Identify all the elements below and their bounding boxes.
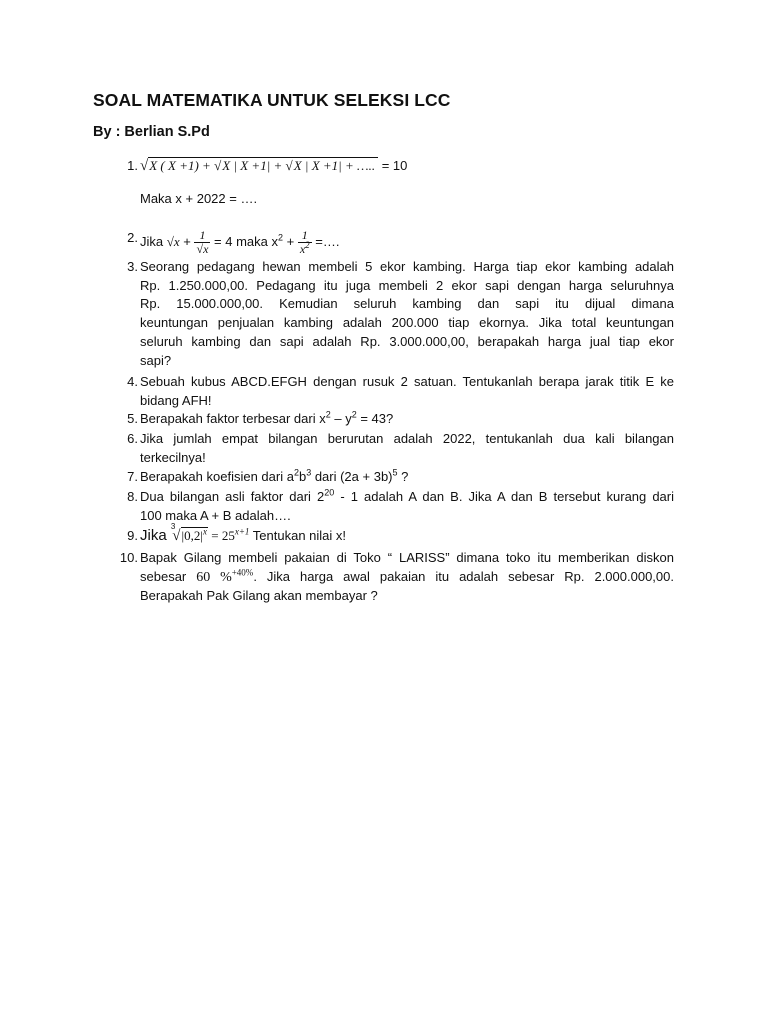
question-body: Berapakah koefisien dari $a^2b^3$ dari $(2a + 3b)^5$ ? bbox=[140, 467, 409, 484]
question-2-expression: Jika √x + $\frac{1}{√x}$ = 4 maka $x^2$ + $\frac{1}{x^2}$ =…. bbox=[140, 228, 340, 256]
question-body bbox=[140, 229, 674, 256]
question-body bbox=[140, 157, 674, 208]
question-body: Sebuah kubus ABCD.EFGH dengan rusuk 2 satuan. Tentukanlah berapa jarak titik E ke bidang AFH! bbox=[140, 374, 674, 408]
question-number: 3. bbox=[127, 259, 138, 274]
question-body: Dua bilangan asli faktor dari $2^{20} - 1$ adalah A dan B. Jika A dan B tersebut kurang dari 100 maka A + B adalah…. bbox=[140, 487, 674, 523]
fraction: $\frac{1}{√x}$ bbox=[196, 228, 209, 256]
expr-inner: X | X +1| + ….. bbox=[293, 158, 376, 173]
fraction: $\frac{1}{x^2}$ bbox=[299, 228, 310, 256]
question-body: Jika jumlah empat bilangan berurutan adalah 2022, tentukanlah dua kali bilangan terkecilnya! bbox=[140, 431, 674, 465]
question-number: 2. bbox=[127, 230, 138, 245]
question-body: Bapak Gilang membeli pakaian di Toko “ LARISS” dimana toko itu memberikan diskon sebesar 60 %$^{+40\%}$. Jika harga awal pakaian itu adalah sebesar Rp. 2.000.000,00. Berapakah Pak Gilang akan membayar ? bbox=[140, 550, 674, 604]
expr-outer: X ( X +1) + bbox=[149, 158, 215, 173]
question-1-expression: √X ( X +1) + √X | X +1| + √X | X +1| + ….. = 10 bbox=[140, 158, 408, 174]
document-author: By : Berlian S.Pd bbox=[93, 124, 210, 140]
document-title: SOAL MATEMATIKA UNTUK SELEKSI LCC bbox=[93, 90, 451, 110]
question-number: 6. bbox=[127, 431, 138, 446]
question-number: 4. bbox=[127, 374, 138, 389]
question-number: 1. bbox=[127, 158, 138, 173]
question-number: 7. bbox=[127, 469, 138, 484]
question-number: 8. bbox=[127, 489, 138, 504]
question-number: 9. bbox=[127, 528, 138, 543]
expr-mid: X | X +1| + bbox=[222, 158, 286, 173]
question-body: Jika $^3√|0,2|^x = 25^{x+1}$ Tentukan nilai x! bbox=[140, 521, 347, 544]
question-number: 10. bbox=[119, 550, 138, 565]
question-body: Berapakah faktor terbesar dari $x^2 - y^2 = 43$? bbox=[140, 409, 394, 426]
question-body: Seorang pedagang hewan membeli 5 ekor kambing. Harga tiap ekor kambing adalah Rp. 1.250.000,00. Pedagang itu juga membeli 2 ekor sapi dengan harga seluruhnya Rp. 15.000.000,00. Kemudian seluruh kambing dan sapi itu dijual dimana keuntungan penjualan kambing adalah 200.000 tiap ekornya. Jika total keuntungan seluruh kambing dan sapi adalah Rp. 3.000.000,00, berapakah harga jual tiap ekor sapi? bbox=[140, 259, 674, 368]
expr-result: = 10 bbox=[378, 158, 408, 173]
question-number: 5. bbox=[127, 411, 138, 426]
question-1-line2: Maka x + 2022 = …. bbox=[140, 190, 258, 206]
